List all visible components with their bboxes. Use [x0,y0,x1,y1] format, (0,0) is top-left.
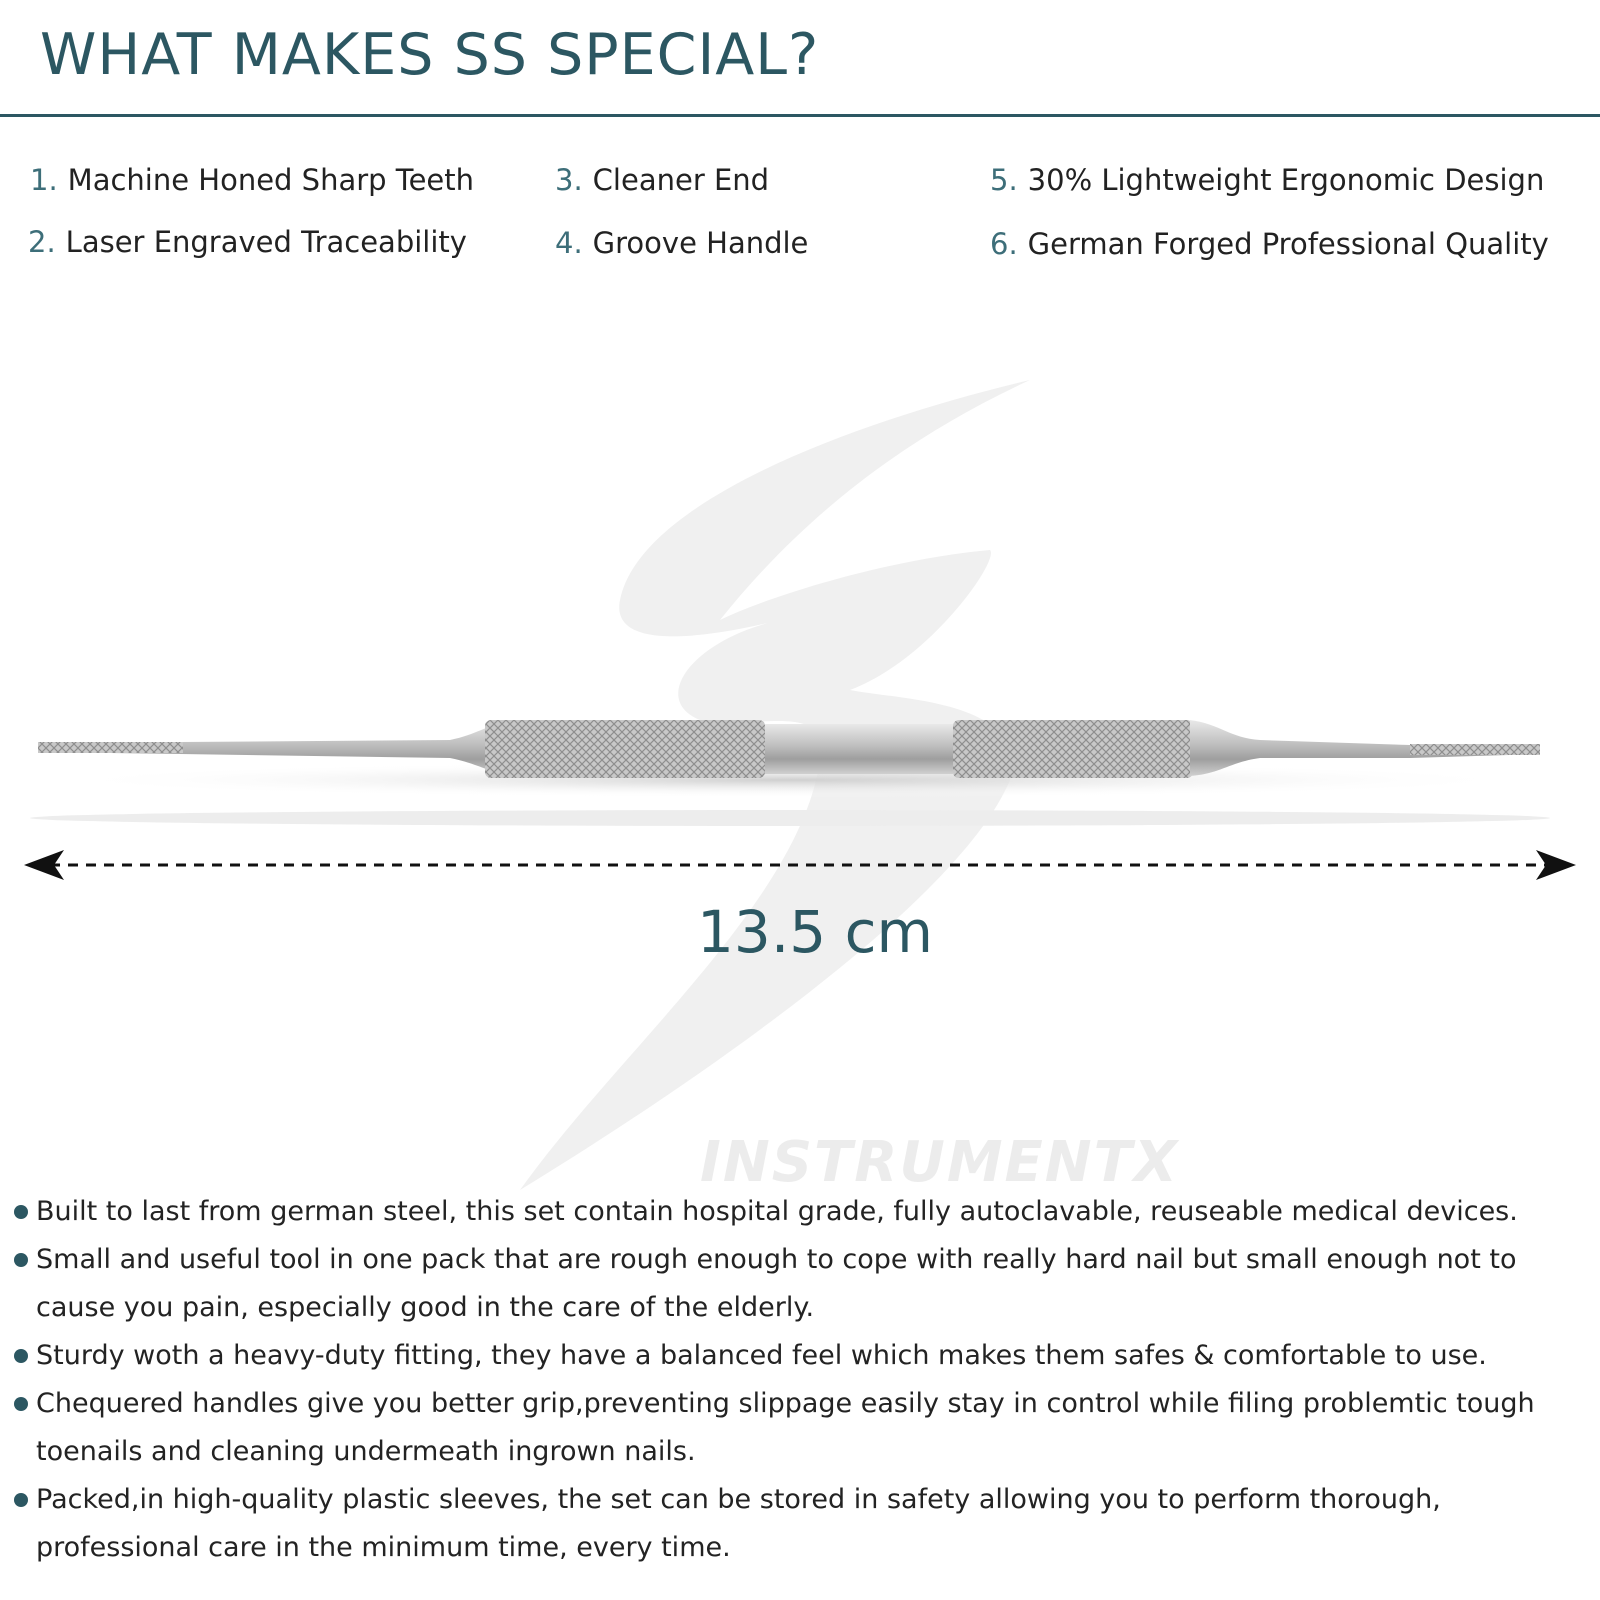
page-title: WHAT MAKES SS SPECIAL? [40,22,820,88]
length-label: 13.5 cm [697,898,933,966]
feature-label: Cleaner End [592,163,770,197]
list-item-text: Built to last from german steel, this set contain hospital grade, fully autoclavable, reuseable medical devices. [36,1196,1518,1227]
feature-number: 4. [555,226,583,260]
list-item-text: Small and useful tool in one pack that are rough enough to cope with really hard nail but small enough not to cause you pain, especially good in the care of the elderly. [36,1244,1517,1323]
list-item [12,1188,1582,1236]
nail-file-tool [30,700,1550,840]
list-item [12,1380,1582,1476]
description-list [12,1188,1582,1572]
feature-number: 5. [990,163,1018,197]
feature-label: 30% Lightweight Ergonomic Design [1027,163,1545,197]
feature-number: 6. [990,227,1018,261]
length-dimension-arrow [20,850,1580,880]
feature-label: Laser Engraved Traceability [65,225,467,259]
feature-number: 1. [30,163,58,197]
brand-watermark-text: INSTRUMENTX [700,1130,1180,1195]
bullet-icon [14,1253,28,1267]
feature-label: Groove Handle [592,226,809,260]
bullet-icon [14,1205,28,1219]
bullet-icon [14,1349,28,1363]
list-item-text: Packed,in high-quality plastic sleeves, the set can be stored in safety allowing you to perform thorough, professional care in the minimum time, every time. [36,1484,1441,1563]
bullet-icon [14,1397,28,1411]
feature-label: Machine Honed Sharp Teeth [67,163,475,197]
list-item-text: Sturdy woth a heavy-duty fitting, they have a balanced feel which makes them safes & comfortable to use. [36,1340,1487,1371]
list-item-text: Chequered handles give you better grip,preventing slippage easily stay in control while filing problemtic tough toenails and cleaning undermeath ingrown nails. [36,1388,1535,1467]
list-item [12,1236,1582,1332]
list-item [12,1332,1582,1380]
feature-number: 2. [28,225,56,259]
list-item [12,1476,1582,1572]
bullet-icon [14,1493,28,1507]
feature-number: 3. [555,163,583,197]
feature-label: German Forged Professional Quality [1027,227,1549,261]
